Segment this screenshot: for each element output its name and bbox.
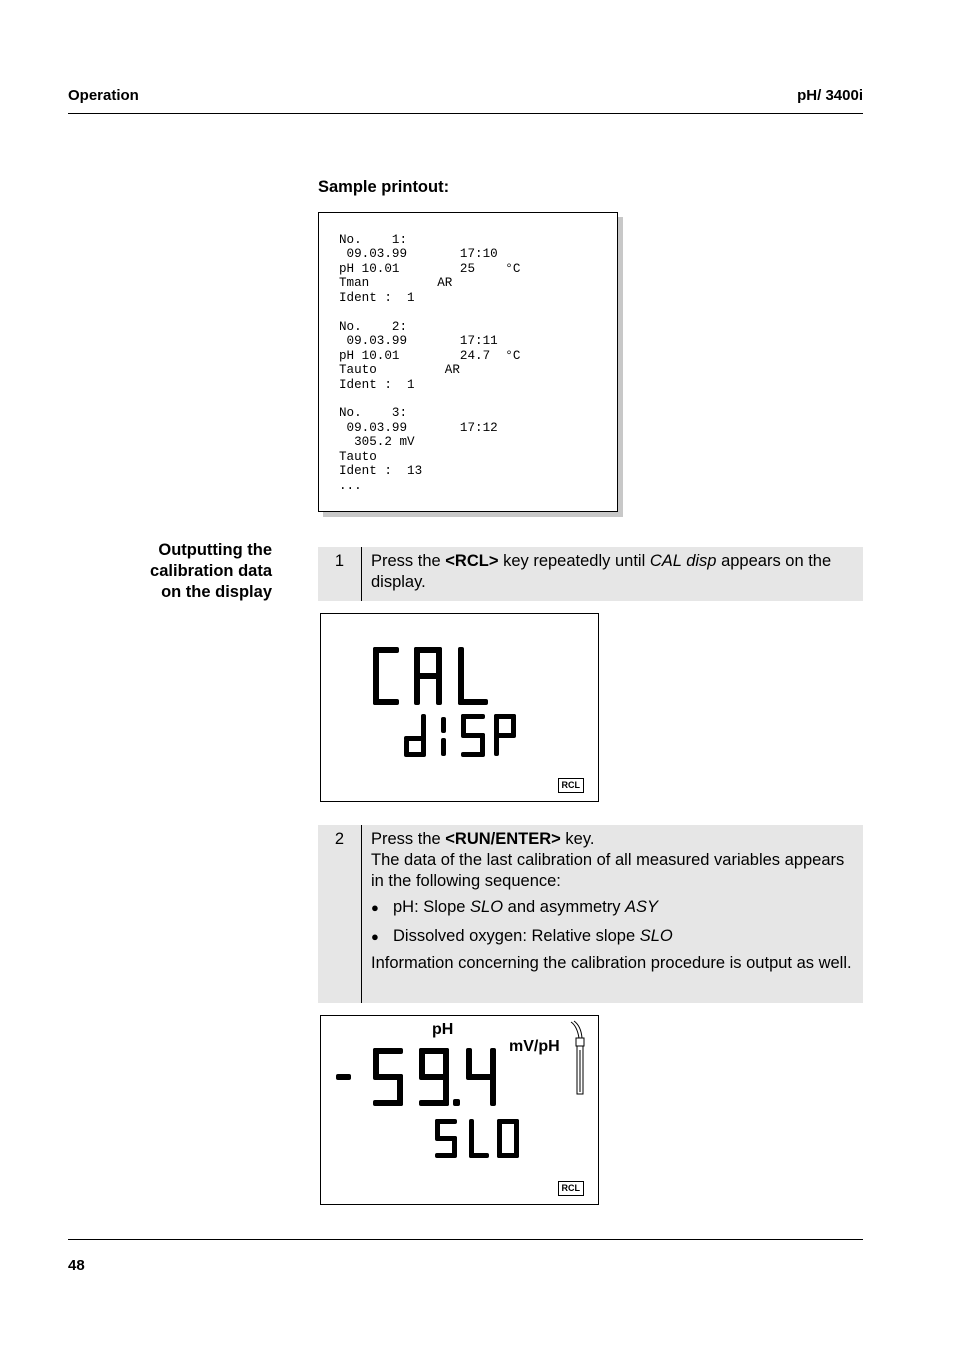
display-text-cal-disp: CAL disp (649, 552, 717, 570)
sample-printout-box (318, 212, 618, 512)
step-2-line1 (371, 829, 853, 850)
section-heading-line1: Outputting the (158, 541, 272, 559)
step-text-part: key. (560, 830, 595, 848)
step-text-part: key repeatedly until (498, 552, 650, 570)
item-text: and asymmetry (503, 898, 626, 916)
lcd-display-slope (320, 1015, 599, 1205)
header-section: Operation (68, 87, 139, 104)
header-rule (68, 113, 863, 114)
step-2-line3: Information concerning the calibration procedure is output as well. (371, 954, 852, 972)
lcd-ph-label: pH (432, 1021, 454, 1038)
footer-rule (68, 1239, 863, 1240)
sample-printout-text: No. 1: 09.03.99 17:10 pH 10.01 25 °C Tman AR Ident : 1 No. 2: 09.03.99 17:11 pH 10.01 24.7 °C Tauto AR Ident : 1 No. 3: 09.03.99 17:12 305.2 mV Tauto Ident : 13 ... (339, 233, 521, 493)
section-heading (150, 540, 272, 603)
step-number: 1 (334, 552, 345, 570)
lcd-display-cal-disp (320, 613, 599, 802)
step-separator (361, 547, 362, 601)
step-2-line2: The data of the last calibration of all measured variables appears in the following sequence: (371, 851, 845, 890)
lcd-unit-label: mV/pH (509, 1038, 560, 1055)
key-run-enter: <RUN/ENTER> (445, 830, 561, 848)
item-text: pH: Slope (393, 898, 471, 916)
section-heading-line2: calibration data (150, 562, 272, 580)
sequence-item-oxygen (371, 926, 853, 947)
item-em: SLO (470, 898, 504, 916)
sequence-list (371, 897, 853, 947)
section-heading-line3: on the display (161, 583, 272, 601)
step-2 (318, 825, 863, 1003)
step-1-text (371, 547, 863, 600)
lcd-segments (321, 614, 598, 801)
step-text-part: Press the (371, 552, 446, 570)
rcl-indicator: RCL (558, 1181, 585, 1196)
step-text-part: Press the (371, 830, 446, 848)
rcl-indicator: RCL (558, 778, 585, 793)
item-em: SLO (639, 927, 673, 945)
item-em: ASY (625, 898, 659, 916)
header-model: pH/ 3400i (797, 87, 863, 104)
item-text: Dissolved oxygen: Relative slope (393, 927, 640, 945)
step-separator (361, 825, 362, 1003)
electrode-icon (567, 1020, 589, 1100)
sequence-item-ph (371, 897, 853, 918)
key-rcl: <RCL> (445, 552, 499, 570)
step-number: 2 (334, 830, 345, 848)
page-number: 48 (68, 1257, 85, 1274)
step-1 (318, 547, 863, 601)
sample-printout-title: Sample printout: (318, 178, 450, 196)
step-2-text (371, 825, 863, 981)
step-text-part: appears on the display. (371, 552, 832, 591)
